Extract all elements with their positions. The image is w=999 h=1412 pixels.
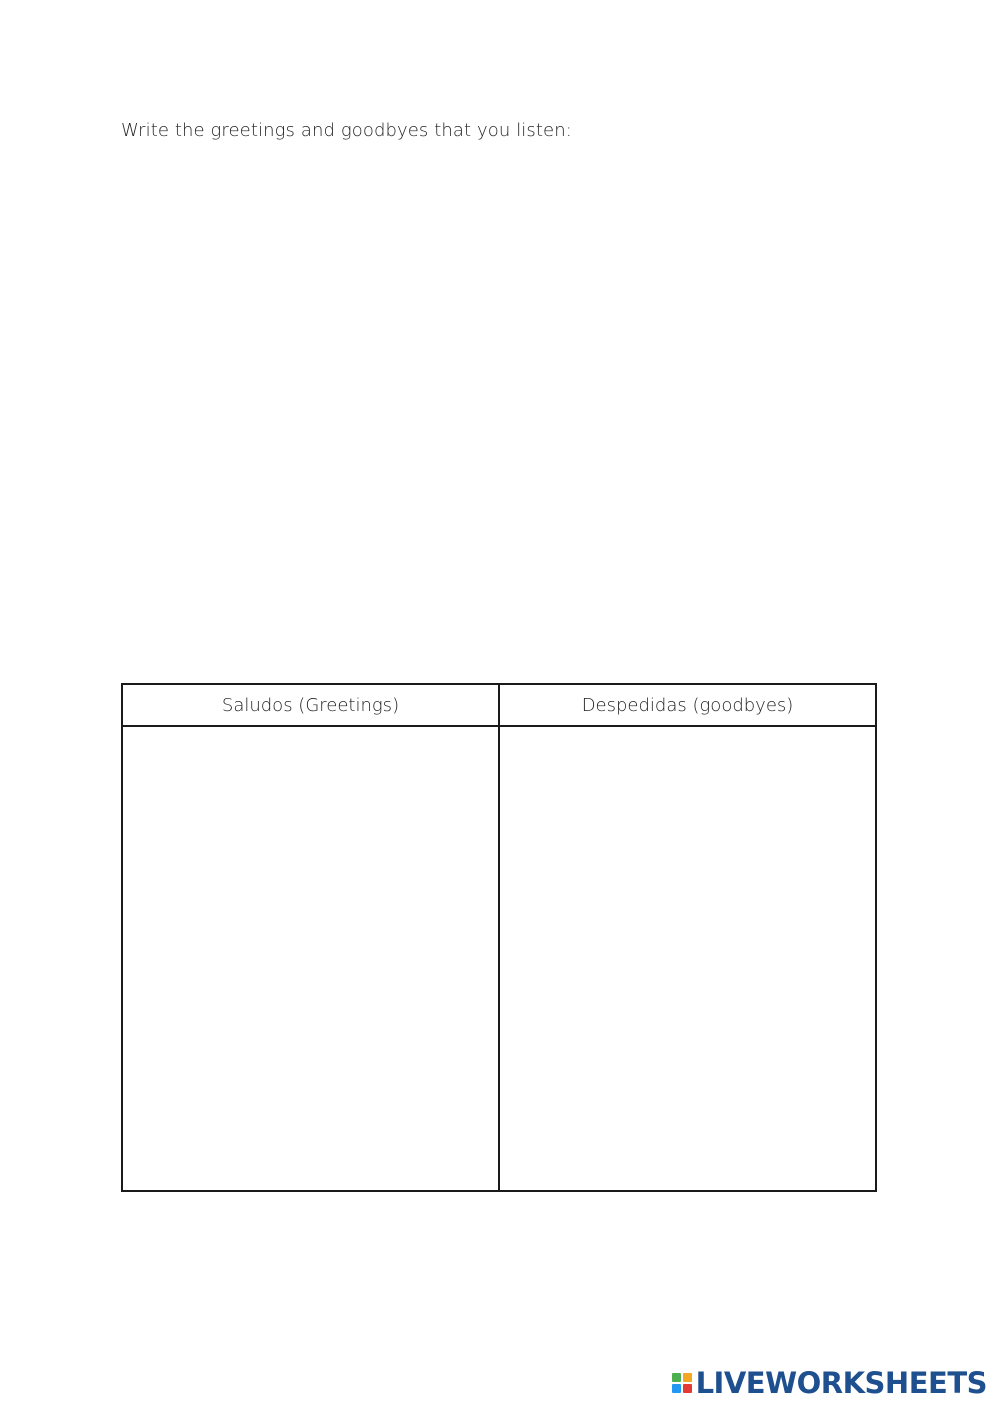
logo-square-v (672, 1384, 681, 1393)
liveworksheets-logo (672, 1366, 987, 1400)
table-header-row (122, 684, 876, 726)
header-goodbyes: Despedidas (goodbyes) (499, 684, 876, 726)
logo-text: LIVEWORKSHEETS (695, 1366, 987, 1400)
greetings-goodbyes-table (121, 683, 877, 1192)
logo-mark-icon (672, 1373, 692, 1393)
greetings-answer-cell[interactable] (122, 726, 499, 1191)
instruction-text: Write the greetings and goodbyes that you listen: (121, 120, 572, 141)
logo-square-l (672, 1373, 681, 1382)
logo-square-e (683, 1384, 692, 1393)
logo-square-i (683, 1373, 692, 1382)
greetings-answer-area[interactable] (123, 727, 498, 1190)
header-greetings: Saludos (Greetings) (122, 684, 499, 726)
goodbyes-answer-area[interactable] (500, 727, 875, 1190)
table-row (122, 726, 876, 1191)
goodbyes-answer-cell[interactable] (499, 726, 876, 1191)
